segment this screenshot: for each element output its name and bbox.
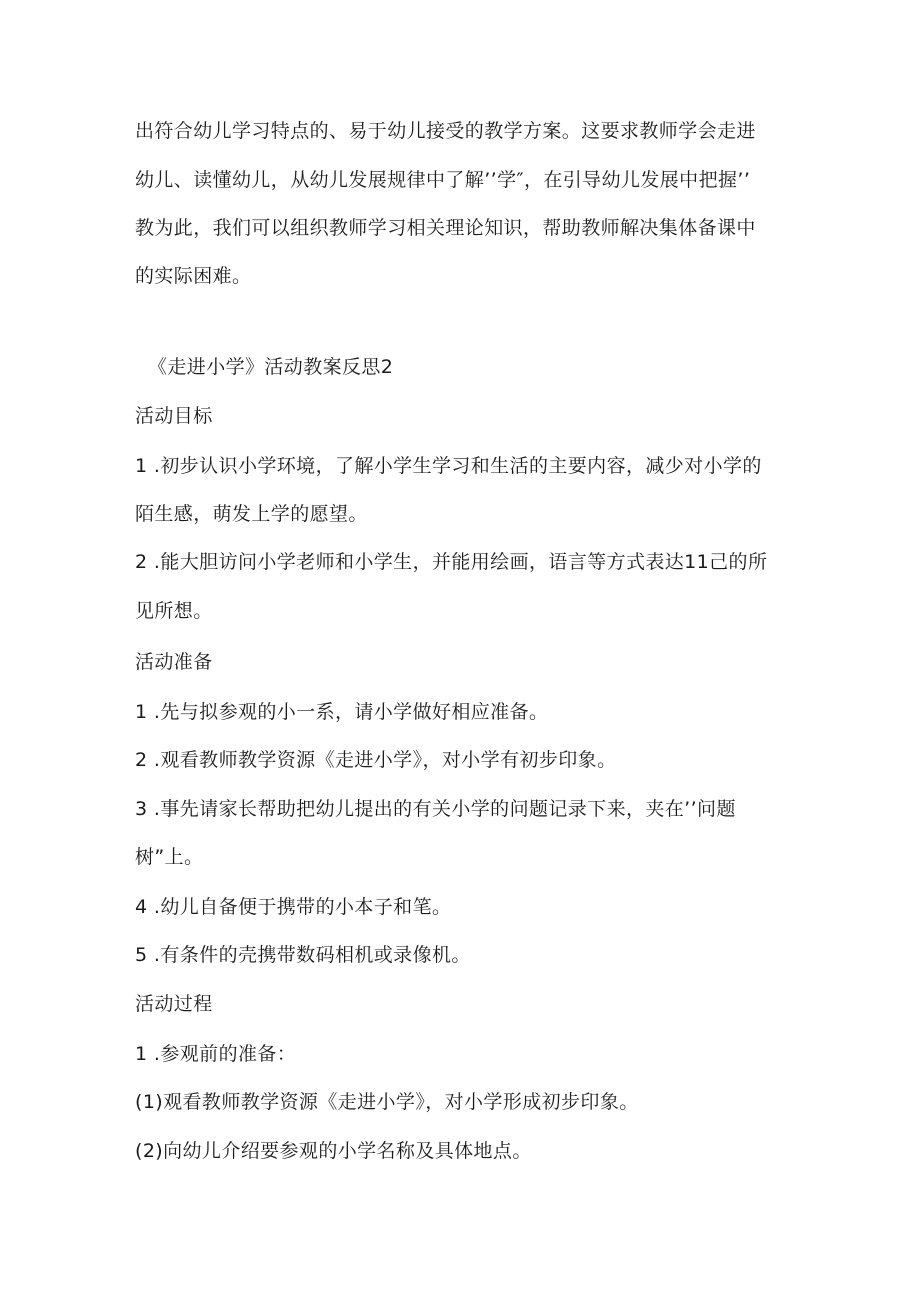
goals-line-2: 陌生感，萌发上学的愿望。 (135, 503, 368, 525)
section-title: 《走进小学》活动教案反思2 (148, 356, 394, 378)
preparation-line-2: 2 .观看教师教学资源《走进小学》，对小学有初步印象。 (135, 749, 617, 771)
preparation-line-6: 5 .有条件的壳携带数码相机或录像机。 (135, 944, 471, 966)
preparation-line-1: 1 .先与拟参观的小一系，请小学做好相应准备。 (135, 701, 549, 723)
preparation-line-4: 树”上。 (135, 846, 204, 868)
preparation-heading: 活动准备 (135, 651, 213, 673)
process-heading: 活动过程 (135, 993, 213, 1015)
process-line-2: (1)观看教师教学资源《走进小学》，对小学形成初步印象。 (135, 1091, 639, 1113)
goals-line-3: 2 .能大胆访问小学老师和小学生，并能用绘画，语言等方式表达11己的所 (135, 551, 768, 573)
intro-line-4: 的实际困难。 (135, 265, 252, 287)
process-line-1: 1 .参观前的准备： (135, 1043, 297, 1065)
intro-line-2: 幼儿、读懂幼儿，从幼儿发展规律中了解’’学″，在引导幼儿发展中把握’’ (135, 169, 751, 191)
intro-line-1: 出符合幼儿学习特点的、易于幼儿接受的教学方案。这要求教师学会走进 (135, 120, 756, 142)
intro-line-3: 教为此，我们可以组织教师学习相关理论知识，帮助教师解决集体备课中 (135, 217, 756, 239)
goals-line-1: 1 .初步认识小学环境，了解小学生学习和生活的主要内容，减少对小学的 (135, 455, 762, 477)
process-line-3: (2)向幼儿介绍要参观的小学名称及具体地点。 (135, 1140, 532, 1162)
goals-line-4: 见所想。 (135, 600, 213, 622)
preparation-line-3: 3 .事先请家长帮助把幼儿提出的有关小学的问题记录下来，夹在’’问题 (135, 798, 736, 820)
preparation-line-5: 4 .幼儿自备便于携带的小本子和笔。 (135, 896, 452, 918)
goals-heading: 活动目标 (135, 405, 213, 427)
